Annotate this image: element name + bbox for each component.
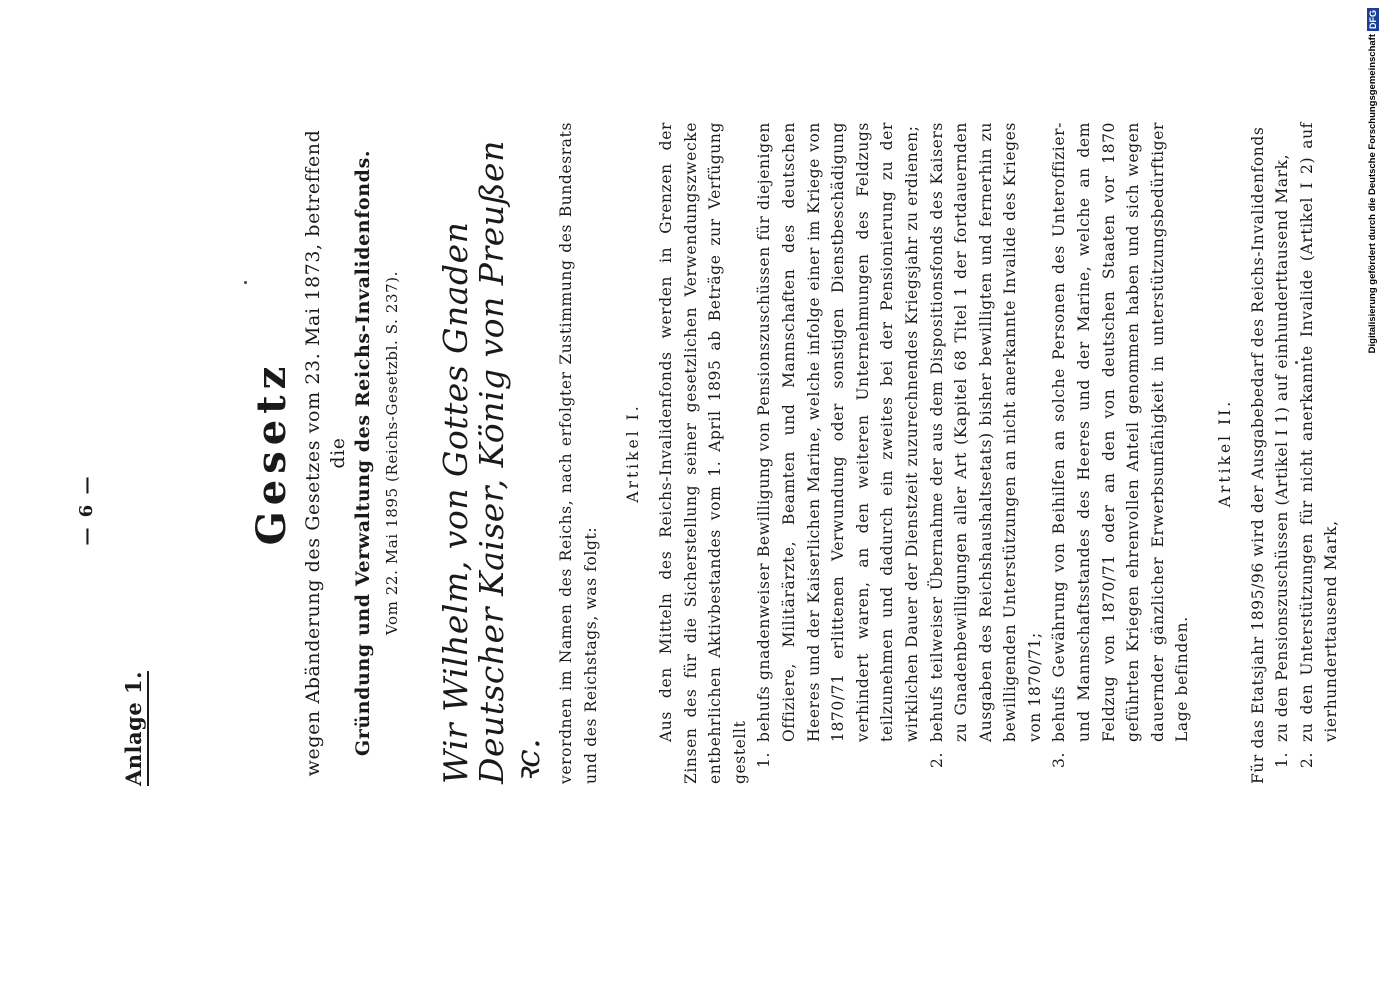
dfg-notice-text: Digitalisierung gefördert durch die Deutsche Forschungsgemeinschaft (1367, 34, 1378, 354)
law-subtitle-line-2-text: Gründung und Verwaltung des Reichs-Invalidenfonds. (351, 149, 374, 757)
article-2-list (1270, 122, 1344, 784)
scan-speck (244, 281, 247, 284)
page-number: — 6 — (76, 474, 97, 546)
preamble: verordnen im Namen des Reichs, nach erfolgter Zustimmung des Bundesrats und des Reichstags, was folgt: (557, 122, 600, 784)
law-subtitle-line-2 (351, 122, 376, 784)
list-item-text: behufs teilweiser Übernahme der aus dem Dispositionsfonds des Kaisers zu Gnadenbewilligungen aller Art (Kapitel 68 Titel 1 der fortdauernden Ausgaben des Reichshaushaltsetats) bisher bewilligten und fernerhin zu bewilligenden Unterstützungen an nicht anerkannte Invalide des Krieges von 1870/71; (927, 122, 1044, 742)
list-item-text: zu den Pensionszuschüssen (Artikel I 1) auf einhunderttausend Mark, (1273, 153, 1292, 742)
list-item-text: behufs gnadenweiser Bewilligung von Pensionszuschüssen für diejenigen Offiziere, Militärärzte, Beamten und Mannschaften des deutschen Heeres und der Kaiserlichen Marine, welche infolge einer im Kriege von 1870/71 erlittenen Verwundung oder sonstigen Dienstbeschädigung verhindert waren, an den weiteren Unternehmungen des Feldzugs teilzunehmen und dadurch ein zweites bei der Pensionierung zu der wirklichen Dauer der Dienstzeit zuzurechnendes Kriegsjahr zu erdienen; (755, 122, 921, 742)
article-2-text: Für das Etatsjahr 1895/96 wird der Ausgabebedarf des Reichs-Invalidenfonds (1248, 126, 1267, 784)
list-item-number: 2. (1297, 752, 1316, 768)
article-1-list (752, 122, 1195, 784)
article-1-text: Aus den Mitteln des Reichs-Invalidenfonds werden in Grenzen der Zinsen des für die Sicherstellung seiner gesetzlichen Verwendungszwecke entbehrlichen Aktivbestandes vom 1. April 1895 ab Beträge zur Verfügung gestellt (656, 122, 749, 784)
list-item-number: 3. (1050, 752, 1069, 768)
list-item-number: 1. (755, 752, 774, 768)
law-date: Vom 22. Mai 1895 (Reichs-Gesetzbl. S. 237). (382, 270, 401, 636)
appendix-label: Anlage 1. (121, 671, 146, 786)
article-1-heading: Artikel I. (624, 403, 643, 503)
law-subtitle-line-1: wegen Abänderung des Gesetzes vom 23. Mai 1873, betreffend die (301, 129, 349, 777)
article-2-heading: Artikel II. (1216, 398, 1235, 508)
scan-speck (1295, 361, 1298, 364)
list-item-number: 2. (927, 752, 946, 768)
list-item-text: zu den Unterstützungen für nicht anerkannte Invalide (Artikel I 2) auf vierhunderttausend Mark, (1297, 122, 1341, 742)
list-item (1047, 122, 1195, 784)
list-item (752, 122, 924, 784)
dfg-notice-text-wrap (1364, 8, 1382, 392)
law-title: Gesetz (248, 360, 295, 546)
monarch-formula: Wir Wilhelm, von Gottes Gnaden Deutscher Kaiser, König von Preußen ꝛc. (436, 140, 548, 784)
dfg-logo: DFG (1368, 10, 1378, 29)
list-item-text: behufs Gewährung von Beihilfen an solche Personen des Unteroffizier- und Mannschaftsstandes des Heeres und der Marine, welche an dem Feldzug von 1870/71 oder an den von deutschen Staaten vor 1870 geführten Kriegen ehrenvollen Anteil genommen haben und sich wegen dauernder gänzlicher Erwerbsunfähigkeit in unterstützungsbedürftiger Lage befinden. (1050, 122, 1192, 742)
text-column (120, 122, 1344, 784)
list-item (1295, 122, 1344, 784)
dfg-funding-notice (1364, 8, 1382, 392)
list-item-number: 1. (1273, 752, 1292, 768)
list-item (925, 122, 1048, 784)
list-item (1270, 122, 1295, 784)
